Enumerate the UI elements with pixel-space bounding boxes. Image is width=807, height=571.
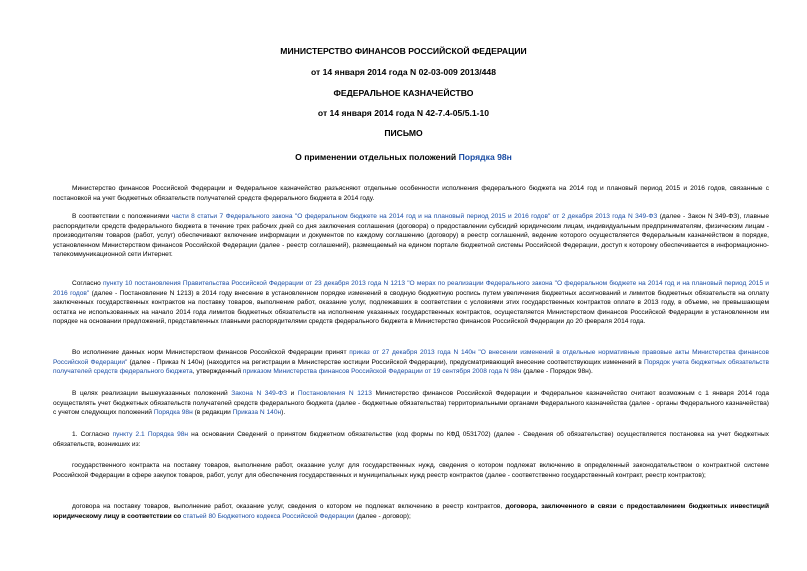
link-order-98n[interactable]: приказом Министерства финансов Российской Федерации от 19 сентября 2008 года N 98н <box>242 368 522 376</box>
paragraph-intro <box>53 184 769 203</box>
paragraph-text: (далее - Закон N 349-ФЗ), главные распорядители средств федерального бюджета в течение трех рабочих дней со дня заключения соглашения (договора) о предоставлении субсидий юридическим лицам, индивидуальным предпринимателям, физическим лицам - производителям товаров (работ, услуг) обеспечивают включение информации и документов по каждому соглашению (договору) в реестр соглашений, ведение которого осуществляется Федеральным казначейством в порядке, установленном Министерством финансов Российской Федерации (далее - реестр соглашений), размещаемый на едином портале бюджетной системы Российской Федерации, доступ к которому обеспечивается в информационно-телекоммуникационной сети Интернет. <box>53 213 769 259</box>
paragraph-order-140n <box>53 348 769 377</box>
paragraph-text: ). <box>281 409 286 417</box>
link-procedure-98n[interactable]: Порядка 98н <box>153 409 193 417</box>
paragraph-text: Во исполнение данных норм Министерством финансов Российской Федерации принят <box>72 349 350 356</box>
paragraph-text: Министерство финансов Российской Федерации и Федеральное казначейство считают возможным с 1 января 2014 года осуществлять учет бюджетных обязательств получателей средств федерального бюджета (далее - бюджетные обязательства) территориальными органами Федерального казначейства (далее - органы Федерального казначейства) с учетом следующих положений <box>53 390 769 417</box>
paragraph-text: (далее - договор); <box>354 512 411 520</box>
link-resolution-1213-point-10[interactable]: пункту 10 постановления Правительства Российской Федерации от 23 декабря 2013 года N 1213 "О мерах по реализации Федерального закона "О федеральном бюджете на 2014 год и на плановый период 2015 и 2016 годов" <box>53 280 769 297</box>
paragraph-text: и <box>287 390 298 397</box>
link-law-349fz-article-7[interactable]: части 8 статьи 7 Федерального закона "О федеральном бюджете на 2014 год и на плановый период 2015 и 2016 годов" от 2 декабря 2013 года N 349-ФЗ <box>171 213 658 220</box>
paragraph-text: Согласно <box>72 280 103 287</box>
paragraph-implementation <box>53 389 769 418</box>
paragraph-text: (далее - Порядок 98н). <box>521 368 593 376</box>
ministry-heading: МИНИСТЕРСТВО ФИНАНСОВ РОССИЙСКОЙ ФЕДЕРАЦИИ <box>280 46 527 56</box>
document-subject <box>0 152 807 162</box>
paragraph-point-1 <box>53 430 769 449</box>
paragraph-contract <box>53 502 769 521</box>
treasury-heading: ФЕДЕРАЛЬНОЕ КАЗНАЧЕЙСТВО <box>333 88 474 98</box>
link-order-140n-edition[interactable]: Приказа N 140н <box>232 409 282 417</box>
paragraph-bold-text: договора, заключенного в связи с предоставлением бюджетных инвестиций юридическому лицу в соответствии со <box>53 503 769 520</box>
paragraph-text: (в редакции <box>192 409 233 417</box>
treasury-letter-date: от 14 января 2014 года N 42-7.4-05/5.1-10 <box>317 108 490 118</box>
paragraph-law-349fz <box>53 212 769 260</box>
paragraph-text: В соответствии с положениями <box>72 213 172 220</box>
link-order-140n[interactable]: приказ от 27 декабря 2013 года N 140н "О внесении изменений в отдельные нормативные правовые акты Министерства финансов Российской Федерации" <box>53 349 769 366</box>
paragraph-text: (далее - Постановление N 1213) в 2014 году внесение в установленном порядке изменений в сводную бюджетную роспись путем увеличения бюджетных ассигнований и лимитов бюджетных обязательств на оплату заключенных государственных контрактов на поставку товаров, выполнение работ, оказание услуг, подлежавших в соответствии с условиями этих государственных контрактов оплате в 2013 году, в объеме, не превышающем остатка не использованных на начало 2014 года лимитов бюджетных обязательств на исполнение указанных государственных контрактов, осуществляется Министерством финансов Российской Федерации в установленном им порядке на основании предложений, представленных главными распорядителями средств федерального бюджета в Министерство финансов Российской Федерации до 20 февраля 2014 года. <box>53 289 769 326</box>
paragraph-text: Министерство финансов Российской Федерации и Федеральное казначейство разъясняют отдельные особенности исполнения федерального бюджета на 2014 год и плановый период 2015 и 2016 годов, связанные с постановкой на учет бюджетных обязательств получателей средств федерального бюджета в 2014 году. <box>53 185 769 202</box>
ministry-letter-date: от 14 января 2014 года N 02-03-009 2013/448 <box>310 67 496 77</box>
link-point-2-1-procedure-98n[interactable]: пункту 2.1 Порядка 98н <box>112 431 189 438</box>
paragraph-text: на основании Сведений о принятом бюджетном обязательстве (код формы по КФД 0531702) (далее - Сведения об обязательстве) осуществляется постановка на учет бюджетных обязательств, возникших из: <box>53 431 769 448</box>
paragraph-text: государственного контракта на поставку товаров, выполнение работ, оказание услуг для государственных нужд, сведения о котором подлежат включению в определенный законодательством о контрактной системе Российской Федерации в сфере закупок товаров, работ, услуг для обеспечения государственных и муниципальных нужд реестр контрактов (далее - соответственно государственный контракт, реестр контрактов); <box>53 462 769 479</box>
link-budget-code-article-80[interactable]: статьей 80 Бюджетного кодекса Российской Федерации <box>183 512 354 520</box>
paragraph-text: (далее - Приказ N 140н) (находится на регистрации в Министерстве юстиции Российской Федерации), предусматривающий внесение соответствующих изменений в <box>127 358 644 366</box>
paragraph-state-contract <box>53 461 769 480</box>
paragraph-text: В целях реализации вышеуказанных положений <box>72 390 232 397</box>
paragraph-text: , утвержденный <box>192 368 243 376</box>
link-accounting-procedure[interactable]: Порядок учета бюджетных обязательств получателей средств федерального бюджета <box>53 358 769 376</box>
link-resolution-1213[interactable]: Постановления N 1213 <box>297 390 372 397</box>
link-law-349fz[interactable]: Закона N 349-ФЗ <box>231 390 288 397</box>
paragraph-text: договора на поставку товаров, выполнение работ, оказание услуг, сведения о котором не подлежат включению в реестр контрактов, <box>72 503 506 510</box>
subject-text: О применении отдельных положений <box>295 152 459 162</box>
paragraph-text: 1. Согласно <box>72 431 113 438</box>
subject-link-order-98n[interactable]: Порядка 98н <box>458 152 512 162</box>
document-type-title: ПИСЬМО <box>384 128 423 138</box>
paragraph-resolution-1213 <box>53 279 769 327</box>
